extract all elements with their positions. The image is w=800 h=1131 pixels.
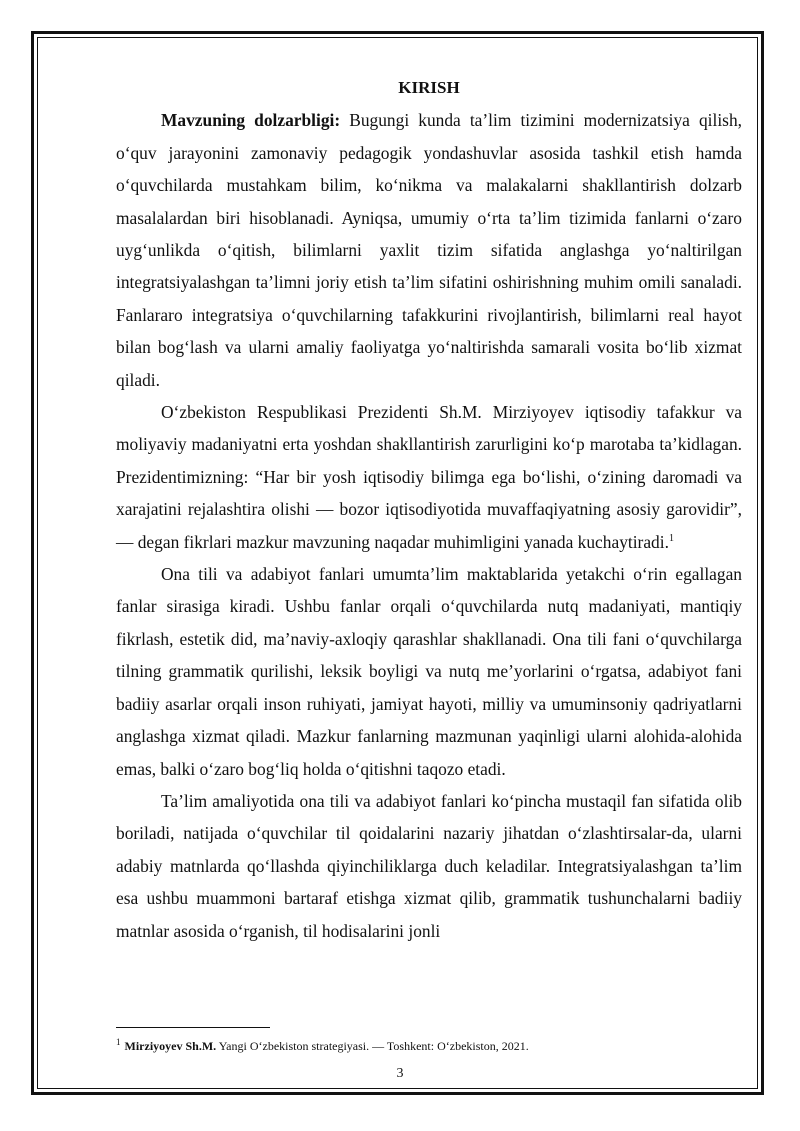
paragraph-3 bbox=[116, 558, 742, 785]
paragraph-4 bbox=[116, 785, 742, 947]
paragraph-text: Bugungi kunda ta’lim tizimini modernizatsiya qilish, o‘quv jarayonini zamonaviy pedagogik yondashuvlar asosida tashkil etish hamda o‘quvchilarda mustahkam bilim, ko‘nikma va malakalarni shakllantirish dolzarb masalalardan biri hisoblanadi. Ayniqsa, umumiy o‘rta ta’lim tizimida fanlarni o‘zaro uyg‘unlikda o‘qitish, bilimlarni yaxlit tizim sifatida anglashga yo‘naltirilgan integratsiyalashgan ta’limni joriy etish ta’lim sifatini oshirishning muhim omili sanaladi. Fanlararo integratsiya o‘quvchilarning tafakkurini rivojlantirish, bilimlarni real hayot bilan bog‘lash va ularni amaliy faoliyatga yo‘naltirishda samarali vosita bo‘lib xizmat qiladi. bbox=[116, 110, 742, 390]
footnote-number: 1 bbox=[116, 1037, 121, 1047]
footnote bbox=[116, 1037, 742, 1054]
paragraph-lead: Mavzuning dolzarbligi: bbox=[161, 110, 341, 131]
footnote-separator bbox=[116, 1027, 270, 1028]
footnote-text: Yangi O‘zbekiston strategiyasi. — Toshkent: O‘zbekiston, 2021. bbox=[216, 1039, 529, 1053]
paragraph-1 bbox=[116, 104, 742, 396]
footnote-author: Mirziyoyev Sh.M. bbox=[124, 1039, 217, 1053]
page-number: 3 bbox=[396, 1066, 404, 1081]
section-title: KIRISH bbox=[398, 78, 460, 97]
paragraph-text: Ona tili va adabiyot fanlari umumta’lim maktablarida yetakchi o‘rin egallagan fanlar sirasiga kiradi. Ushbu fanlar orqali o‘quvchilarda nutq madaniyati, mantiqiy fikrlash, estetik did, ma’naviy-axloqiy qarashlar shakllanadi. Ona tili fani o‘quvchilarga tilning grammatik qurilishi, leksik boyligi va nutq me’yorlarini o‘rgatsa, adabiyot fani badiiy asarlar orqali inson ruhiyati, jamiyat hayoti, milliy va umuminsoniy qadriyatlarni anglashga xizmat qiladi. Mazkur fanlarning mazmunan yaqinligi ularni alohida-alohida emas, balki o‘zaro bog‘liq holda o‘qitishni taqozo etadi. bbox=[116, 564, 742, 779]
page-body bbox=[116, 72, 742, 947]
paragraph-text: O‘zbekiston Respublikasi Prezidenti Sh.M. Mirziyoyev iqtisodiy tafakkur va moliyaviy madaniyatni erta yoshdan shakllantirish zarurligini ko‘p marotaba ta’kidlagan. Prezidentimizning: “Har bir yosh iqtisodiy bilimga ega bo‘lishi, o‘zining daromadi va xarajatini rejalashtira olishi — bozor iqtisodiyotida muvaffaqiyatning asosiy garovidir”, — degan fikrlari mazkur mavzuning naqadar muhimligini yanada kuchaytiradi. bbox=[116, 402, 742, 552]
footnote-reference[interactable]: 1 bbox=[668, 532, 674, 544]
paragraph-text: Ta’lim amaliyotida ona tili va adabiyot fanlari ko‘pincha mustaqil fan sifatida olib boriladi, natijada o‘quvchilar til qoidalarini nazariy jihatdan o‘zlashtirsalar-da, ularni adabiy matnlarda qo‘llashda qiyinchiliklarga duch keladilar. Integratsiyalashgan ta’lim esa ushbu muammoni bartaraf etishga xizmat qilib, grammatik tushunchalarni badiiy matnlar asosida o‘rganish, til hodisalarini jonli bbox=[116, 790, 742, 941]
paragraph-2 bbox=[116, 396, 742, 558]
